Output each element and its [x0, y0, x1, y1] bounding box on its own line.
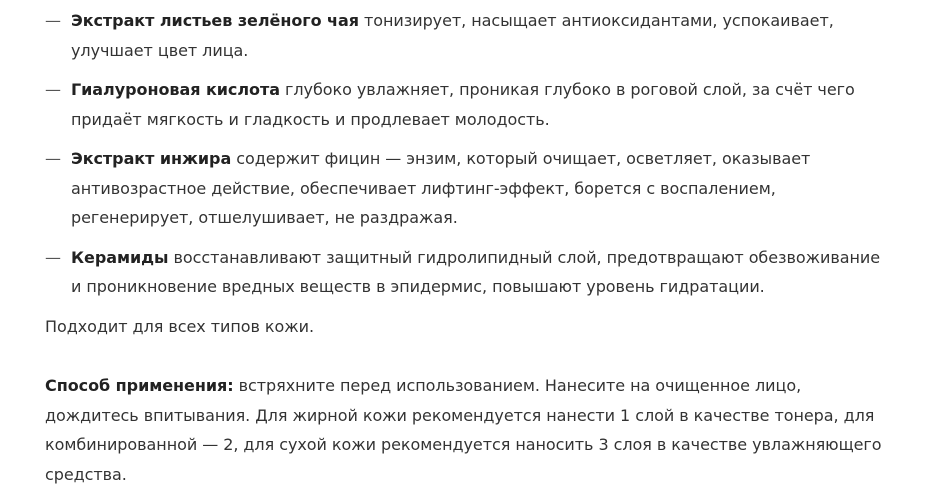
ingredient-description: восстанавливают защитный гидролипидный слой, предотвращают обезвоживание и проникновение вредных веществ в эпидермис, повышают уровень гидратации. — [71, 247, 881, 296]
usage-label: Способ применения: — [45, 376, 234, 395]
ingredient-name: Гиалуроновая кислота — [71, 80, 280, 99]
usage-instructions — [45, 371, 895, 489]
ingredient-name: Керамиды — [71, 247, 169, 267]
ingredient-description: тонизирует, насыщает антиоксидантами, успокаивает, улучшает цвет лица. — [71, 11, 834, 60]
dash-marker: — — [45, 247, 61, 267]
ingredient-list — [45, 6, 895, 302]
ingredient-item-fig-extract — [45, 144, 895, 233]
ingredient-description: содержит фицин — энзим, который очищает, осветляет, оказывает антивозрастное действие, обеспечивает лифтинг-эффект, борется с воспалением, регенерирует, отшелушивает, не раздражая. — [71, 149, 811, 227]
skin-type-note: Подходит для всех типов кожи. — [45, 316, 315, 336]
ingredient-name: Экстракт листьев зелёного чая — [71, 11, 359, 30]
product-description — [45, 6, 895, 489]
dash-marker: — — [45, 11, 61, 30]
ingredient-name: Экстракт инжира — [71, 149, 232, 168]
ingredient-item-green-tea — [45, 6, 895, 65]
dash-marker: — — [45, 80, 61, 99]
ingredient-description: глубоко увлажняет, проникая глубоко в роговой слой, за счёт чего придаёт мягкость и гладкость и продлевает молодость. — [71, 80, 855, 129]
dash-marker: — — [45, 149, 61, 168]
ingredient-item-hyaluronic-acid — [45, 75, 895, 134]
ingredient-item-ceramides — [45, 243, 895, 302]
usage-text: встряхните перед использованием. Нанесите на очищенное лицо, дождитесь впитывания. Для жирной кожи рекомендуется нанести 1 слой в качестве тонера, для комбинированной — 2, для сухой кожи рекомендуется наносить 3 слоя в качестве увлажняющего средства. — [45, 376, 882, 484]
